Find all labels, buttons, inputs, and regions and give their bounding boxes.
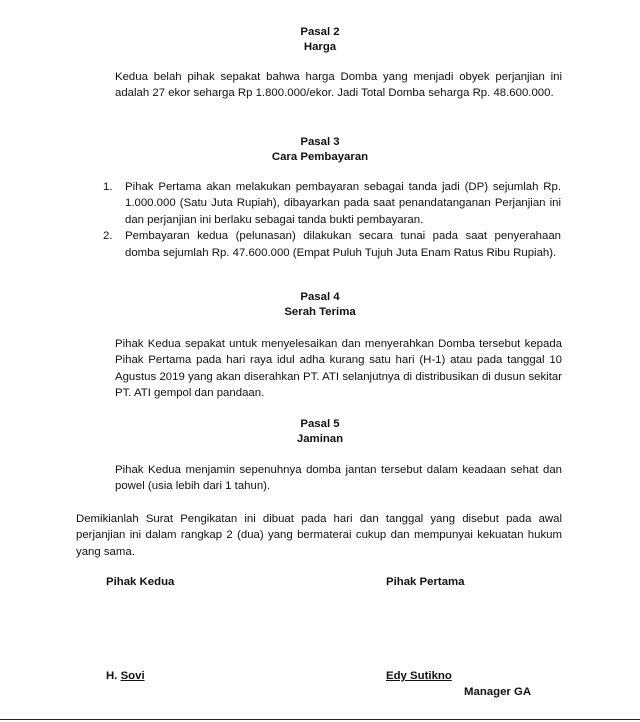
pasal-2-body: Kedua belah pihak sepakat bahwa harga Domba yang menjadi obyek perjanjian ini adalah 27 ekor seharga Rp 1.800.000/ekor. Jadi Total Domba seharga Rp. 48.600.000. (115, 71, 562, 100)
list-item-text: Pihak Pertama akan melakukan pembayaran sebagai tanda jadi (DP) sejumlah Rp. 1.000.000 (Satu Juta Rupiah), dibayarkan pada saat penandatanganan Perjanjian ini dan perjanjian ini berlaku sebagai tanda bukti pembayaran. (125, 181, 561, 226)
pasal-4-title: Pasal 4 (300, 291, 340, 303)
payment-list-item (103, 179, 561, 228)
pasal-5-subtitle: Jaminan (296, 433, 344, 445)
closing-paragraph: Demikianlah Surat Pengikatan ini dibuat pada hari dan tanggal yang disebut pada awal perjanjian ini dalam rangkap 2 (dua) yang bermaterai cukup dan mempunyai kekuatan hukum yang sama. (76, 513, 562, 558)
left-name: Sovi (120, 670, 145, 682)
pasal-5-body: Pihak Kedua menjamin sepenuhnya domba jantan tersebut dalam keadaan sehat dan powel (usia lebih dari 1 tahun). (115, 464, 562, 493)
pasal-2-subtitle: Harga (303, 41, 337, 53)
right-signatory-role: Pihak Pertama (386, 576, 465, 588)
right-signatory-name: Edy Sutikno (386, 670, 452, 682)
pasal-3-title: Pasal 3 (300, 136, 340, 148)
left-name-prefix: H. (106, 670, 121, 682)
left-signatory-name (106, 668, 145, 684)
payment-list (103, 179, 561, 261)
pasal-4-body: Pihak Kedua sepakat untuk menyelesaikan dan menyerahkan Domba tersebut kepada Pihak Pertama pada hari raya idul adha kurang satu hari (H-1) atau pada tanggal 10 Agustus 2019 yang akan diserahkan PT. ATI selanjutnya di distribusikan di dusun sekitar PT. ATI gempol dan pandaan. (115, 338, 562, 400)
pasal-2-title: Pasal 2 (300, 26, 340, 38)
page-bottom-rule (0, 719, 640, 720)
right-signatory-title: Manager GA (464, 686, 532, 698)
list-number: 2. (103, 230, 113, 243)
pasal-5-title: Pasal 5 (300, 418, 340, 430)
list-item-text: Pembayaran kedua (pelunasan) dilakukan secara tunai pada saat penyerahaan domba sejumlah Rp. 47.600.000 (Empat Puluh Tujuh Juta Enam Ratus Ribu Rupiah). (125, 230, 561, 259)
pasal-3-subtitle: Cara Pembayaran (271, 151, 369, 163)
list-number: 1. (103, 181, 113, 193)
pasal-4-subtitle: Serah Terima (284, 306, 356, 318)
left-signatory-role: Pihak Kedua (106, 576, 175, 588)
payment-list-item (103, 228, 561, 261)
